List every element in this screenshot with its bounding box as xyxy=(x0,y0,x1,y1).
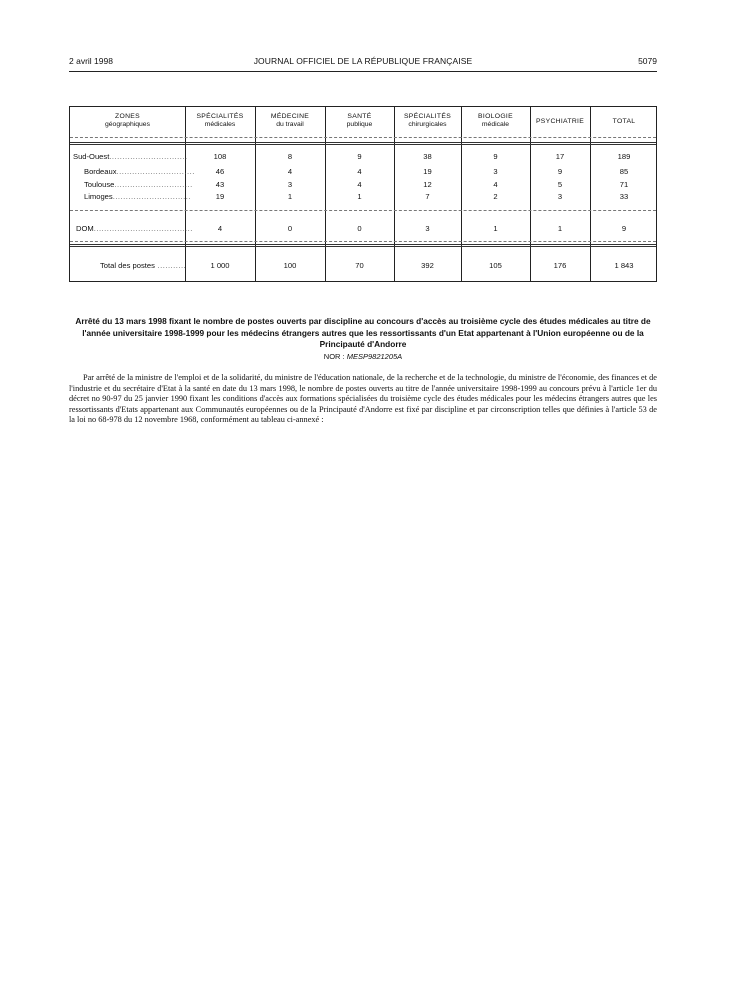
row-label-sud-ouest: Sud-Ouest.............................. xyxy=(73,152,188,161)
table-cell: 3 xyxy=(287,180,293,189)
header-divider xyxy=(70,137,656,138)
table-cell: 5 xyxy=(557,180,563,189)
table-cell: 12 xyxy=(423,180,432,189)
header-page-number: 5079 xyxy=(638,56,657,66)
table-cell: 4 xyxy=(287,167,293,176)
table-cell: 4 xyxy=(357,180,362,189)
col-header-specialites-chirurgicales: SPÉCIALITÉS chirurgicales xyxy=(403,113,452,128)
table-cell: 17 xyxy=(555,152,565,161)
row-divider xyxy=(70,241,656,242)
header-double-rule xyxy=(70,142,656,145)
nor-code: MESP9821205A xyxy=(346,352,403,361)
table-cell-total: 105 xyxy=(489,261,502,270)
table-cell-total: 1 843 xyxy=(614,261,634,270)
table-cell: 7 xyxy=(425,192,430,201)
table-cell: 4 xyxy=(217,224,223,233)
posts-table xyxy=(69,106,657,282)
table-cell: 3 xyxy=(557,192,563,201)
table-cell-total: 1 000 xyxy=(210,261,230,270)
table-cell: 4 xyxy=(493,180,498,189)
table-cell: 43 xyxy=(215,180,225,189)
table-cell: 9 xyxy=(557,167,563,176)
table-cell: 1 xyxy=(357,192,362,201)
table-cell: 3 xyxy=(425,224,430,233)
arrete-title: Arrêté du 13 mars 1998 fixant le nombre de postes ouverts par discipline au concours d'accès au troisième cycle des études médicales au titre de l'année universitaire 1998-1999 pour les médecins étrangers autres que les ressortissants d'un Etat appartenant à l'Union européenne ou de la Principauté d'Andorre xyxy=(75,316,651,349)
table-cell: 46 xyxy=(215,167,225,176)
col-header-sante-publique: SANTÉ publique xyxy=(346,113,373,128)
page-header xyxy=(69,56,657,70)
nor-label: NOR : xyxy=(323,352,345,361)
col-header-total: TOTAL xyxy=(612,118,636,125)
row-label-dom: DOM...................................... xyxy=(76,224,193,233)
col-header-specialites-medicales: SPÉCIALITÉS médicales xyxy=(196,113,244,128)
table-cell-total: 100 xyxy=(283,261,297,270)
table-cell-total: 70 xyxy=(355,261,364,270)
table-cell-total: 176 xyxy=(553,261,567,270)
table-cell: 0 xyxy=(287,224,293,233)
table-cell: 108 xyxy=(213,152,227,161)
table-cell: 1 xyxy=(493,224,498,233)
table-cell: 3 xyxy=(493,167,498,176)
table-cell: 0 xyxy=(357,224,362,233)
col-header-biologie-medicale: BIOLOGIE médicale xyxy=(478,113,513,128)
header-date: 2 avril 1998 xyxy=(69,56,113,66)
row-label-limoges: Limoges.............................. xyxy=(84,192,191,201)
row-label-toulouse: Toulouse.............................. xyxy=(84,180,193,189)
table-cell: 1 xyxy=(557,224,563,233)
table-cell: 71 xyxy=(619,180,629,189)
arrete-paragraph: Par arrêté de la ministre de l'emploi et de la solidarité, du ministre de l'éducation nationale, de la recherche et de la technologie, du ministre de l'économie, des finances et de l'industrie et du secrétaire d'Etat à la santé en date du 13 mars 1998, le nombre de postes ouverts au titre de l'année universitaire 1998-1999 au concours prévu à l'article 1er du décret no 90-97 du 25 janvier 1990 fixant les conditions d'accès aux formations spécialisées du troisième cycle des études médicales pour les médecins étrangers autres que les ressortissants d'Etats appartenant aux Communautés européennes ou de la Principauté d'Andorre est fixé par discipline et par circonscription telles que définies à l'article 53 de la loi no 68-978 du 12 novembre 1968, conformément au tableau ci-annexé : xyxy=(69,373,657,425)
table-cell: 1 xyxy=(287,192,293,201)
row-label-bordeaux: Bordeaux.............................. xyxy=(84,167,195,176)
row-label-total: Total des postes ........... xyxy=(100,261,187,270)
table-cell: 19 xyxy=(423,167,432,176)
nor-reference xyxy=(69,352,657,361)
table-cell: 85 xyxy=(619,167,629,176)
table-cell: 38 xyxy=(423,152,432,161)
header-rule xyxy=(69,71,657,72)
col-header-zones: ZONES géographiques xyxy=(105,113,150,128)
table-cell: 189 xyxy=(617,152,631,161)
total-double-rule xyxy=(70,244,656,247)
table-cell: 9 xyxy=(357,152,362,161)
table-cell: 9 xyxy=(493,152,498,161)
header-journal-title: JOURNAL OFFICIEL DE LA RÉPUBLIQUE FRANÇAISE xyxy=(253,56,473,66)
table-cell: 33 xyxy=(619,192,629,201)
table-cell: 2 xyxy=(493,192,498,201)
table-cell: 19 xyxy=(215,192,225,201)
col-header-psychiatrie: PSYCHIATRIE xyxy=(535,118,585,125)
table-cell-total: 392 xyxy=(421,261,434,270)
table-cell: 4 xyxy=(357,167,362,176)
row-divider xyxy=(70,210,656,211)
table-cell: 8 xyxy=(287,152,293,161)
col-header-medecine-travail: MÉDECINE du travail xyxy=(270,113,310,128)
table-cell: 9 xyxy=(621,224,627,233)
